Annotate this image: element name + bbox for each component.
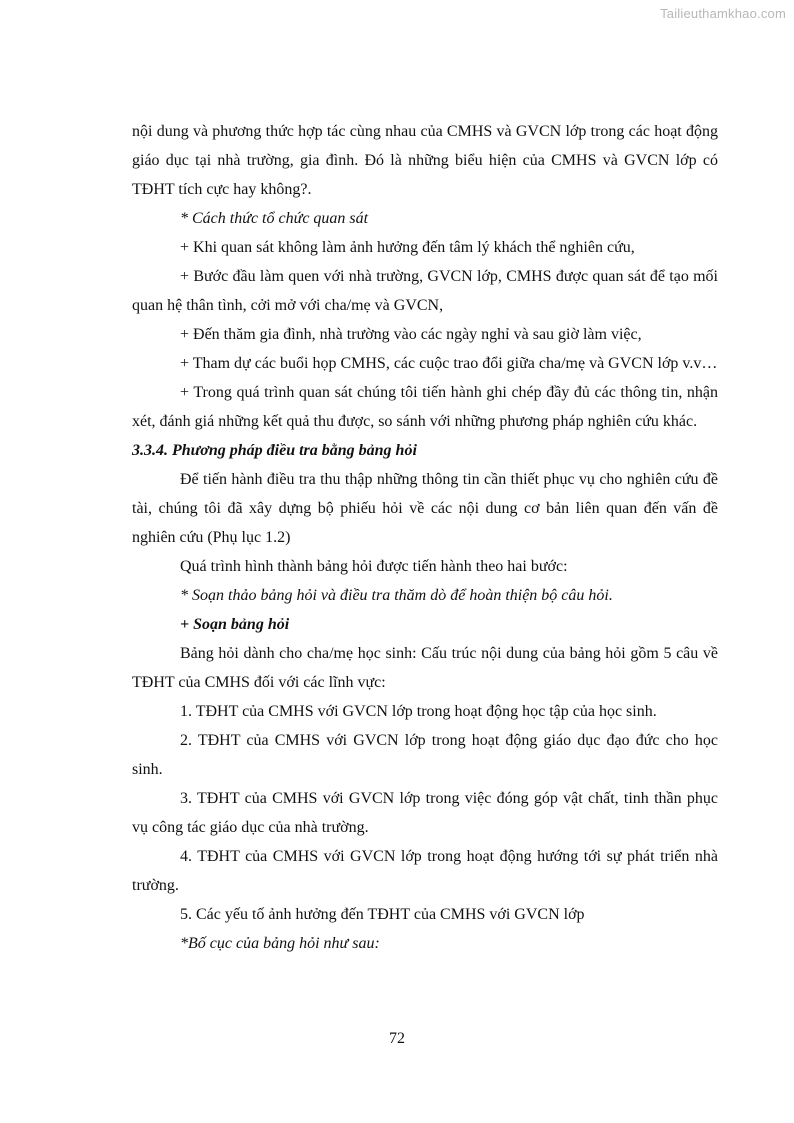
subheading-step: * Soạn thảo bảng hỏi và điều tra thăm dò để hoàn thiện bộ câu hỏi. (180, 587, 613, 604)
subheading-draft: + Soạn bảng hỏi (180, 616, 290, 633)
list-item: + Tham dự các buổi họp CMHS, các cuộc trao đổi giữa cha/mẹ và GVCN lớp v.v… (180, 355, 718, 372)
subheading-layout: *Bố cục của bảng hỏi như sau: (180, 935, 380, 952)
list-item: + Khi quan sát không làm ảnh hưởng đến tâm lý khách thể nghiên cứu, (180, 239, 635, 256)
section-heading: 3.3.4. Phương pháp điều tra bằng bảng hỏi (132, 442, 417, 459)
numbered-item: 5. Các yếu tố ảnh hưởng đến TĐHT của CMHS với GVCN lớp (180, 906, 585, 923)
list-item: + Đến thăm gia đình, nhà trường vào các ngày nghỉ và sau giờ làm việc, (180, 326, 642, 343)
numbered-item: 2. TĐHT của CMHS với GVCN lớp trong hoạt động giáo dục đạo đức cho học sinh. (132, 732, 718, 778)
paragraph: Bảng hỏi dành cho cha/mẹ học sinh: Cấu trúc nội dung của bảng hỏi gồm 5 câu về TĐHT của CMHS đối với các lĩnh vực: (132, 645, 718, 691)
paragraph-continuation: nội dung và phương thức hợp tác cùng nhau của CMHS và GVCN lớp trong các hoạt động giáo dục tại nhà trường, gia đình. Đó là những biểu hiện của CMHS và GVCN lớp có TĐHT tích cực hay không?. (132, 123, 718, 198)
numbered-item: 1. TĐHT của CMHS với GVCN lớp trong hoạt động học tập của học sinh. (180, 703, 657, 720)
page-number: 72 (389, 1030, 405, 1047)
numbered-item: 3. TĐHT của CMHS với GVCN lớp trong việc đóng góp vật chất, tinh thần phục vụ công tác giáo dục của nhà trường. (132, 790, 718, 836)
paragraph: Quá trình hình thành bảng hỏi được tiến hành theo hai bước: (180, 558, 568, 575)
paragraph: Để tiến hành điều tra thu thập những thông tin cần thiết phục vụ cho nghiên cứu đề tài, chúng tôi đã xây dựng bộ phiếu hỏi về các nội dung cơ bản liên quan đến vấn đề nghiên cứu (Phụ lục 1.2) (132, 471, 718, 546)
watermark: Tailieuthamkhao.com (660, 6, 786, 21)
subheading-observation-method: * Cách thức tổ chức quan sát (180, 210, 369, 227)
list-item: + Bước đầu làm quen với nhà trường, GVCN lớp, CMHS được quan sát để tạo mối quan hệ thân tình, cởi mở với cha/mẹ và GVCN, (132, 268, 718, 314)
list-item: + Trong quá trình quan sát chúng tôi tiến hành ghi chép đầy đủ các thông tin, nhận xét, đánh giá những kết quả thu được, so sánh với những phương pháp nghiên cứu khác. (132, 384, 718, 430)
numbered-item: 4. TĐHT của CMHS với GVCN lớp trong hoạt động hướng tới sự phát triển nhà trường. (132, 848, 718, 894)
page-body (132, 117, 718, 958)
